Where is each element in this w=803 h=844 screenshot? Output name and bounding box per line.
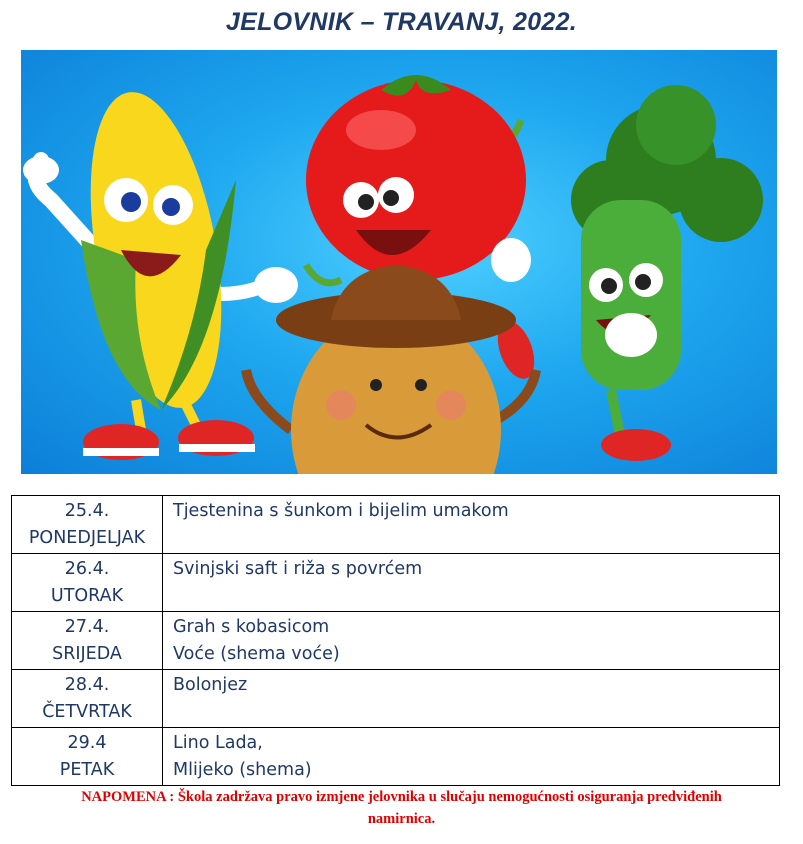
- meal-cell: [163, 496, 780, 554]
- footnote: [0, 786, 803, 830]
- meal-cell: [163, 670, 780, 728]
- table-row: [12, 670, 780, 728]
- menu-date: 29.4: [67, 733, 107, 753]
- menu-day: PONEDJELJAK: [28, 528, 146, 548]
- table-row: [12, 728, 780, 786]
- menu-date: 27.4.: [64, 617, 110, 637]
- menu-meal: Voće (shema voće): [173, 644, 340, 664]
- menu-day: PETAK: [59, 760, 115, 780]
- menu-meal: Bolonjez: [173, 675, 248, 695]
- menu-date: 28.4.: [64, 675, 110, 695]
- menu-meal: Mlijeko (shema): [173, 760, 312, 780]
- menu-meal: Grah s kobasicom: [173, 617, 330, 637]
- menu-meal: Svinjski saft i riža s povrćem: [173, 559, 423, 579]
- menu-date: 25.4.: [64, 501, 110, 521]
- meal-cell: [163, 554, 780, 612]
- page-title: JELOVNIK – TRAVANJ, 2022.: [225, 8, 578, 36]
- menu-meal: Lino Lada,: [173, 733, 263, 753]
- table-row: [12, 612, 780, 670]
- menu-date: 26.4.: [64, 559, 110, 579]
- menu-day: UTORAK: [50, 586, 124, 606]
- table-row: [12, 496, 780, 554]
- day-cell: [12, 670, 163, 728]
- footnote-line-1: NAPOMENA : Škola zadržava pravo izmjene jelovnika u slučaju nemogućnosti osiguranja predviđenih: [81, 789, 722, 805]
- day-cell: [12, 612, 163, 670]
- day-cell: [12, 496, 163, 554]
- table-row: [12, 554, 780, 612]
- meal-cell: [163, 612, 780, 670]
- menu-day: SRIJEDA: [52, 644, 122, 664]
- vegetables-banner-image: [21, 50, 777, 474]
- day-cell: [12, 728, 163, 786]
- meal-cell: [163, 728, 780, 786]
- broccoli-character: [491, 85, 763, 461]
- menu-meal: Tjestenina s šunkom i bijelim umakom: [173, 501, 509, 521]
- day-cell: [12, 554, 163, 612]
- footnote-line-2: namirnica.: [367, 811, 436, 827]
- menu-table: [11, 495, 780, 786]
- menu-day: ČETVRTAK: [42, 702, 132, 722]
- vegetables-illustration: [21, 50, 777, 474]
